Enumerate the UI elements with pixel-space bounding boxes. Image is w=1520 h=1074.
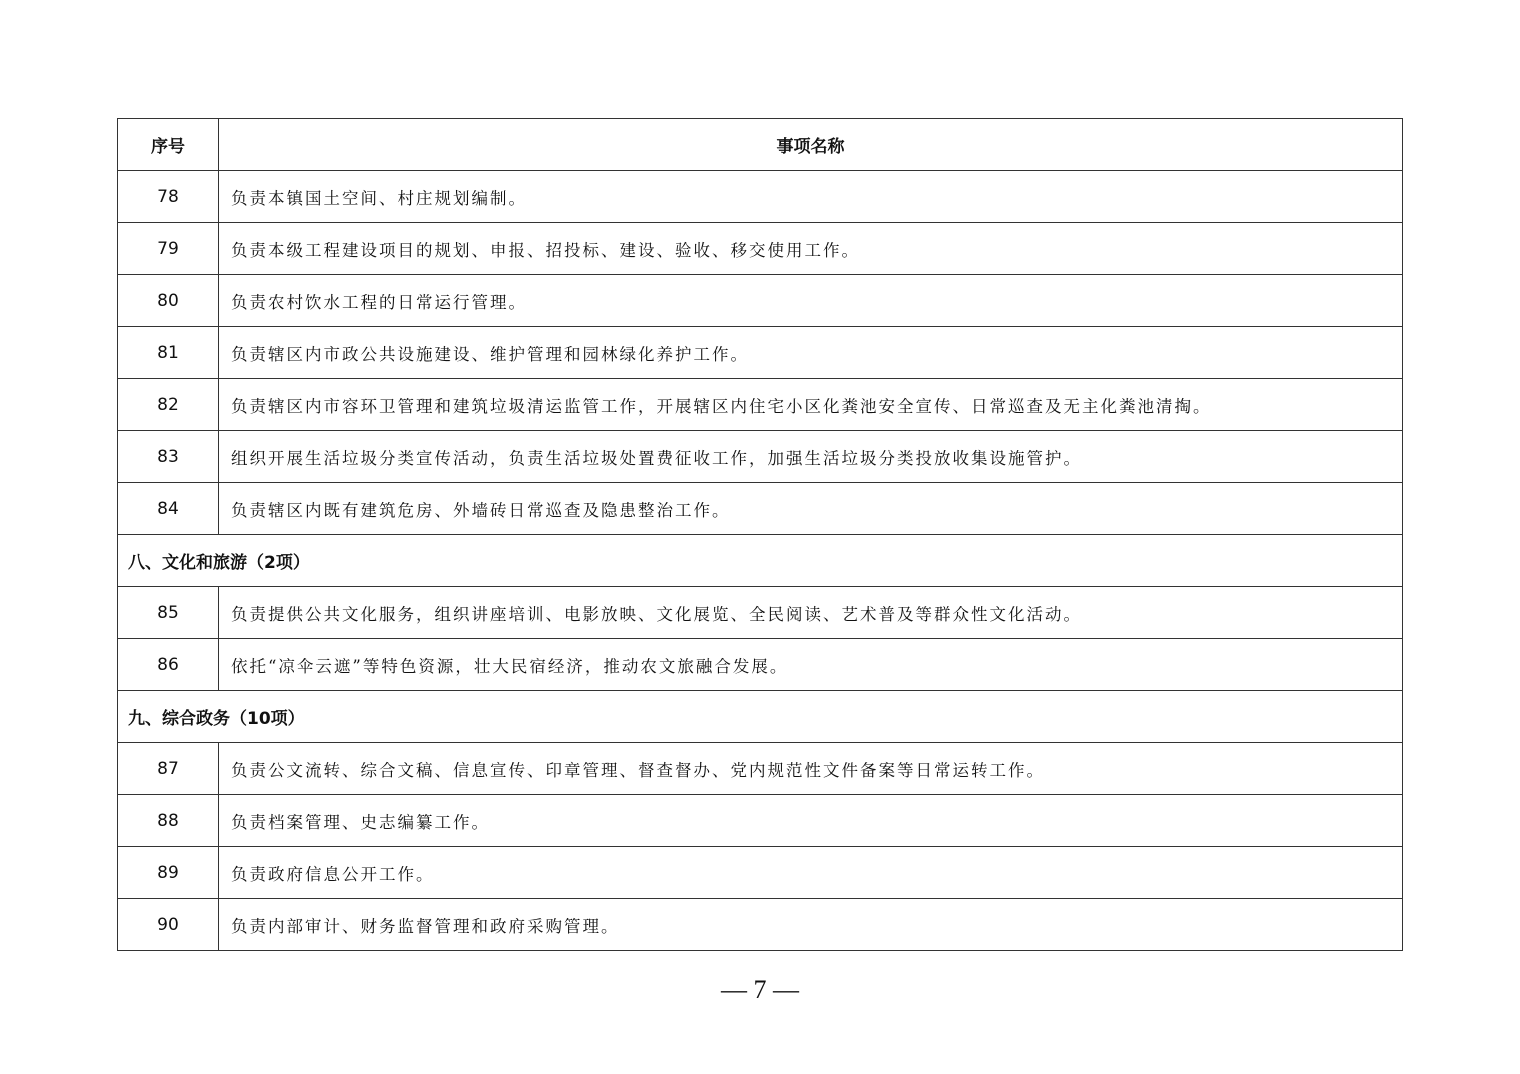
row-num: 80 (118, 275, 219, 327)
table-row (118, 847, 1403, 899)
row-text: 负责本镇国土空间、村庄规划编制。 (219, 171, 1403, 223)
section-title-culture: 八、文化和旅游（2项） (118, 535, 1403, 587)
row-text: 负责内部审计、财务监督管理和政府采购管理。 (219, 899, 1403, 951)
row-text: 负责本级工程建设项目的规划、申报、招投标、建设、验收、移交使用工作。 (219, 223, 1403, 275)
row-text: 依托“凉伞云遮”等特色资源，壮大民宿经济，推动农文旅融合发展。 (219, 639, 1403, 691)
row-text: 负责公文流转、综合文稿、信息宣传、印章管理、督查督办、党内规范性文件备案等日常运转工作。 (219, 743, 1403, 795)
table-row (118, 639, 1403, 691)
row-num: 82 (118, 379, 219, 431)
row-num: 86 (118, 639, 219, 691)
row-text: 组织开展生活垃圾分类宣传活动，负责生活垃圾处置费征收工作，加强生活垃圾分类投放收集设施管护。 (219, 431, 1403, 483)
row-text: 负责农村饮水工程的日常运行管理。 (219, 275, 1403, 327)
section-header-row (118, 535, 1403, 587)
table-row (118, 223, 1403, 275)
row-text: 负责档案管理、史志编纂工作。 (219, 795, 1403, 847)
table-row (118, 587, 1403, 639)
items-table (117, 118, 1403, 951)
row-text: 负责辖区内市容环卫管理和建筑垃圾清运监管工作，开展辖区内住宅小区化粪池安全宣传、日常巡查及无主化粪池清掏。 (219, 379, 1403, 431)
row-text: 负责辖区内市政公共设施建设、维护管理和园林绿化养护工作。 (219, 327, 1403, 379)
table-row (118, 743, 1403, 795)
row-num: 79 (118, 223, 219, 275)
row-num: 84 (118, 483, 219, 535)
row-num: 85 (118, 587, 219, 639)
row-num: 89 (118, 847, 219, 899)
row-text: 负责政府信息公开工作。 (219, 847, 1403, 899)
row-num: 88 (118, 795, 219, 847)
header-num: 序号 (118, 119, 219, 171)
row-text: 负责提供公共文化服务，组织讲座培训、电影放映、文化展览、全民阅读、艺术普及等群众性文化活动。 (219, 587, 1403, 639)
table-row (118, 483, 1403, 535)
section-title-government: 九、综合政务（10项） (118, 691, 1403, 743)
table-row (118, 171, 1403, 223)
table-header-row (118, 119, 1403, 171)
header-name: 事项名称 (219, 119, 1403, 171)
table-row (118, 899, 1403, 951)
row-num: 83 (118, 431, 219, 483)
table-row (118, 327, 1403, 379)
row-num: 87 (118, 743, 219, 795)
row-text: 负责辖区内既有建筑危房、外墙砖日常巡查及隐患整治工作。 (219, 483, 1403, 535)
table-row (118, 795, 1403, 847)
row-num: 90 (118, 899, 219, 951)
table-row (118, 431, 1403, 483)
table-row (118, 275, 1403, 327)
page-number: — 7 — (721, 975, 799, 1004)
section-header-row (118, 691, 1403, 743)
row-num: 78 (118, 171, 219, 223)
table-row (118, 379, 1403, 431)
row-num: 81 (118, 327, 219, 379)
